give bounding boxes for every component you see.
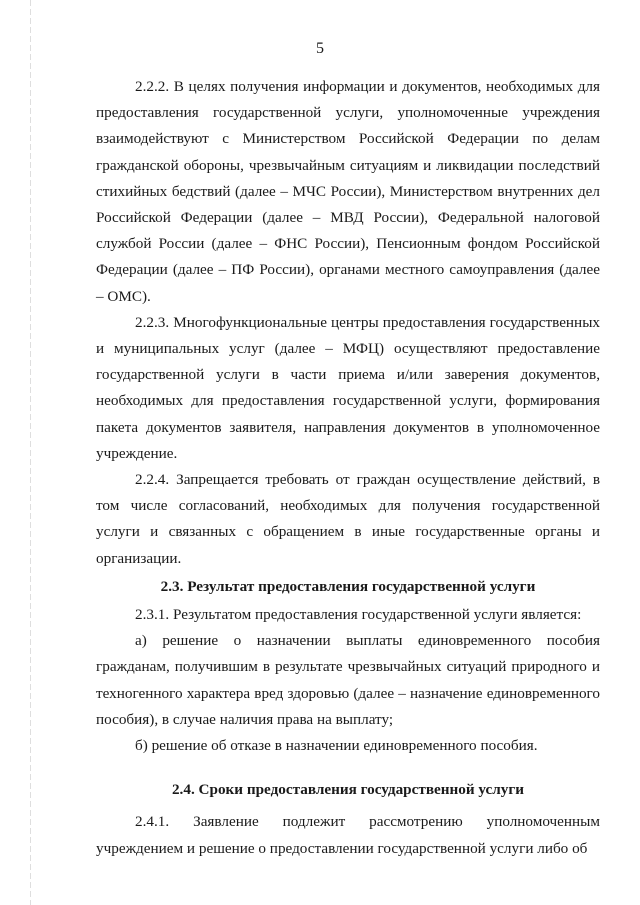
scan-edge-artifact <box>30 0 31 905</box>
paragraph-2-3-1: 2.3.1. Результатом предоставления государственной услуги является: <box>135 606 582 624</box>
paragraph-2-2-4: 2.2.4. Запрещается требовать от граждан осуществление действий, в том числе согласований, необходимых для получения государственной услуги и связанных с обращением в иные государственные органы и организации. <box>96 471 600 567</box>
paragraph-2-4-1: 2.4.1. Заявление подлежит рассмотрению уполномоченным учреждением и решение о предоставлении государственной услуги либо об <box>96 813 600 857</box>
document-body <box>96 74 600 862</box>
section-heading-2-4: 2.4. Сроки предоставления государственной услуги <box>171 781 525 799</box>
paragraph-2-2-2: 2.2.2. В целях получения информации и документов, необходимых для предоставления государственной услуги, уполномоченные учреждения взаимодействуют с Министерством Российской Федерации по делам гражданской обороны, чрезвычайным ситуациям и ликвидации последствий стихийных бедствий (далее – МЧС России), Министерством внутренних дел Российской Федерации (далее – МВД России), Федеральной налоговой службой России (далее – ФНС России), Пенсионным фондом Российской Федерации (далее – ПФ России), органами местного самоуправления (далее – ОМС). <box>96 78 600 305</box>
section-heading-2-3: 2.3. Результат предоставления государственной услуги <box>160 577 536 595</box>
paragraph-2-2-3: 2.2.3. Многофункциональные центры предоставления государственных и муниципальных услуг (далее – МФЦ) осуществляют предоставление государственной услуги в части приема и/или заверения документов, необходимых для предоставления государственной услуги, формирования пакета документов заявителя, направления документов в уполномоченное учреждение. <box>96 313 600 462</box>
paragraph-2-3-1-b: б) решение об отказе в назначении единовременного пособия. <box>135 737 538 755</box>
page-number: 5 <box>316 40 324 57</box>
paragraph-2-3-1-a: а) решение о назначении выплаты единовременного пособия гражданам, получившим в результате чрезвычайных ситуаций природного и техногенного характера вред здоровью (далее – назначение единовременного пособия), в случае наличия права на выплату; <box>96 632 600 728</box>
